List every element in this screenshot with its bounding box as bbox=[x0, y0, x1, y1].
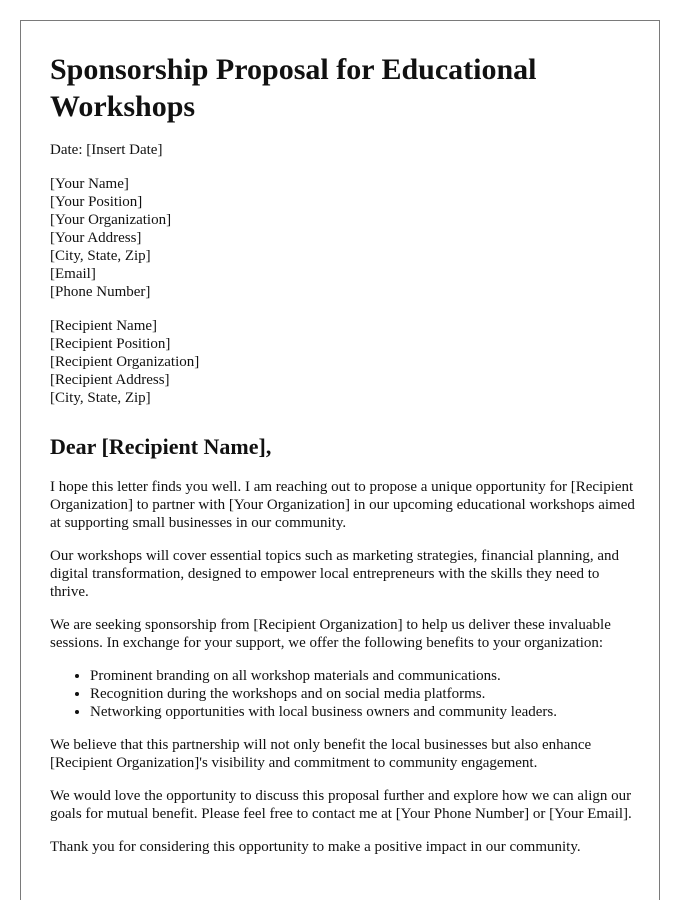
body-paragraph-partnership: We believe that this partnership will not only benefit the local businesses but also enhance [Recipient Organization]'s visibility and commitment to community engagement. bbox=[50, 737, 592, 771]
sender-name: [Your Name] bbox=[50, 176, 129, 192]
sender-position: [Your Position] bbox=[50, 194, 143, 210]
benefit-item: • Prominent branding on all workshop materials and communications. bbox=[90, 667, 640, 685]
recipient-name: [Recipient Name] bbox=[50, 318, 158, 334]
benefit-item: • Recognition during the workshops and on social media platforms. bbox=[90, 685, 640, 703]
sender-city-state-zip: [City, State, Zip] bbox=[50, 248, 151, 264]
body-paragraph-intro: I hope this letter finds you well. I am reaching out to propose a unique opportunity for [Recipient Organization] to partner with [Your Organization] in our upcoming educational workshops aimed at supporting small businesses in our community. bbox=[50, 479, 635, 531]
letter-content bbox=[50, 51, 640, 856]
body-paragraph-sponsorship: We are seeking sponsorship from [Recipient Organization] to help us deliver these invaluable sessions. In exchange for your support, we offer the following benefits to your organization: bbox=[50, 617, 611, 651]
recipient-address-block bbox=[50, 317, 640, 407]
salutation: Dear [Recipient Name], bbox=[50, 434, 272, 459]
letter-title: Sponsorship Proposal for Educational Workshops bbox=[50, 53, 537, 123]
sender-address: [Your Address] bbox=[50, 230, 142, 246]
letter-page bbox=[20, 20, 660, 900]
recipient-organization: [Recipient Organization] bbox=[50, 354, 200, 370]
benefit-item: • Networking opportunities with local business owners and community leaders. bbox=[90, 703, 640, 721]
body-paragraph-topics: Our workshops will cover essential topics such as marketing strategies, financial planning, and digital transformation, designed to empower local entrepreneurs with the skills they need to thrive. bbox=[50, 548, 620, 600]
sender-organization: [Your Organization] bbox=[50, 212, 172, 228]
benefits-list bbox=[50, 667, 640, 721]
date-line: Date: [Insert Date] bbox=[50, 142, 163, 158]
body-paragraph-thanks: Thank you for considering this opportunity to make a positive impact in our community. bbox=[50, 839, 581, 855]
recipient-city-state-zip: [City, State, Zip] bbox=[50, 390, 151, 406]
sender-address-block bbox=[50, 175, 640, 301]
sender-phone: [Phone Number] bbox=[50, 284, 151, 300]
body-paragraph-contact: We would love the opportunity to discuss this proposal further and explore how we can align our goals for mutual benefit. Please feel free to contact me at [Your Phone Number] or [Your Email]. bbox=[50, 788, 632, 822]
recipient-position: [Recipient Position] bbox=[50, 336, 171, 352]
sender-email: [Email] bbox=[50, 266, 96, 282]
recipient-address: [Recipient Address] bbox=[50, 372, 170, 388]
